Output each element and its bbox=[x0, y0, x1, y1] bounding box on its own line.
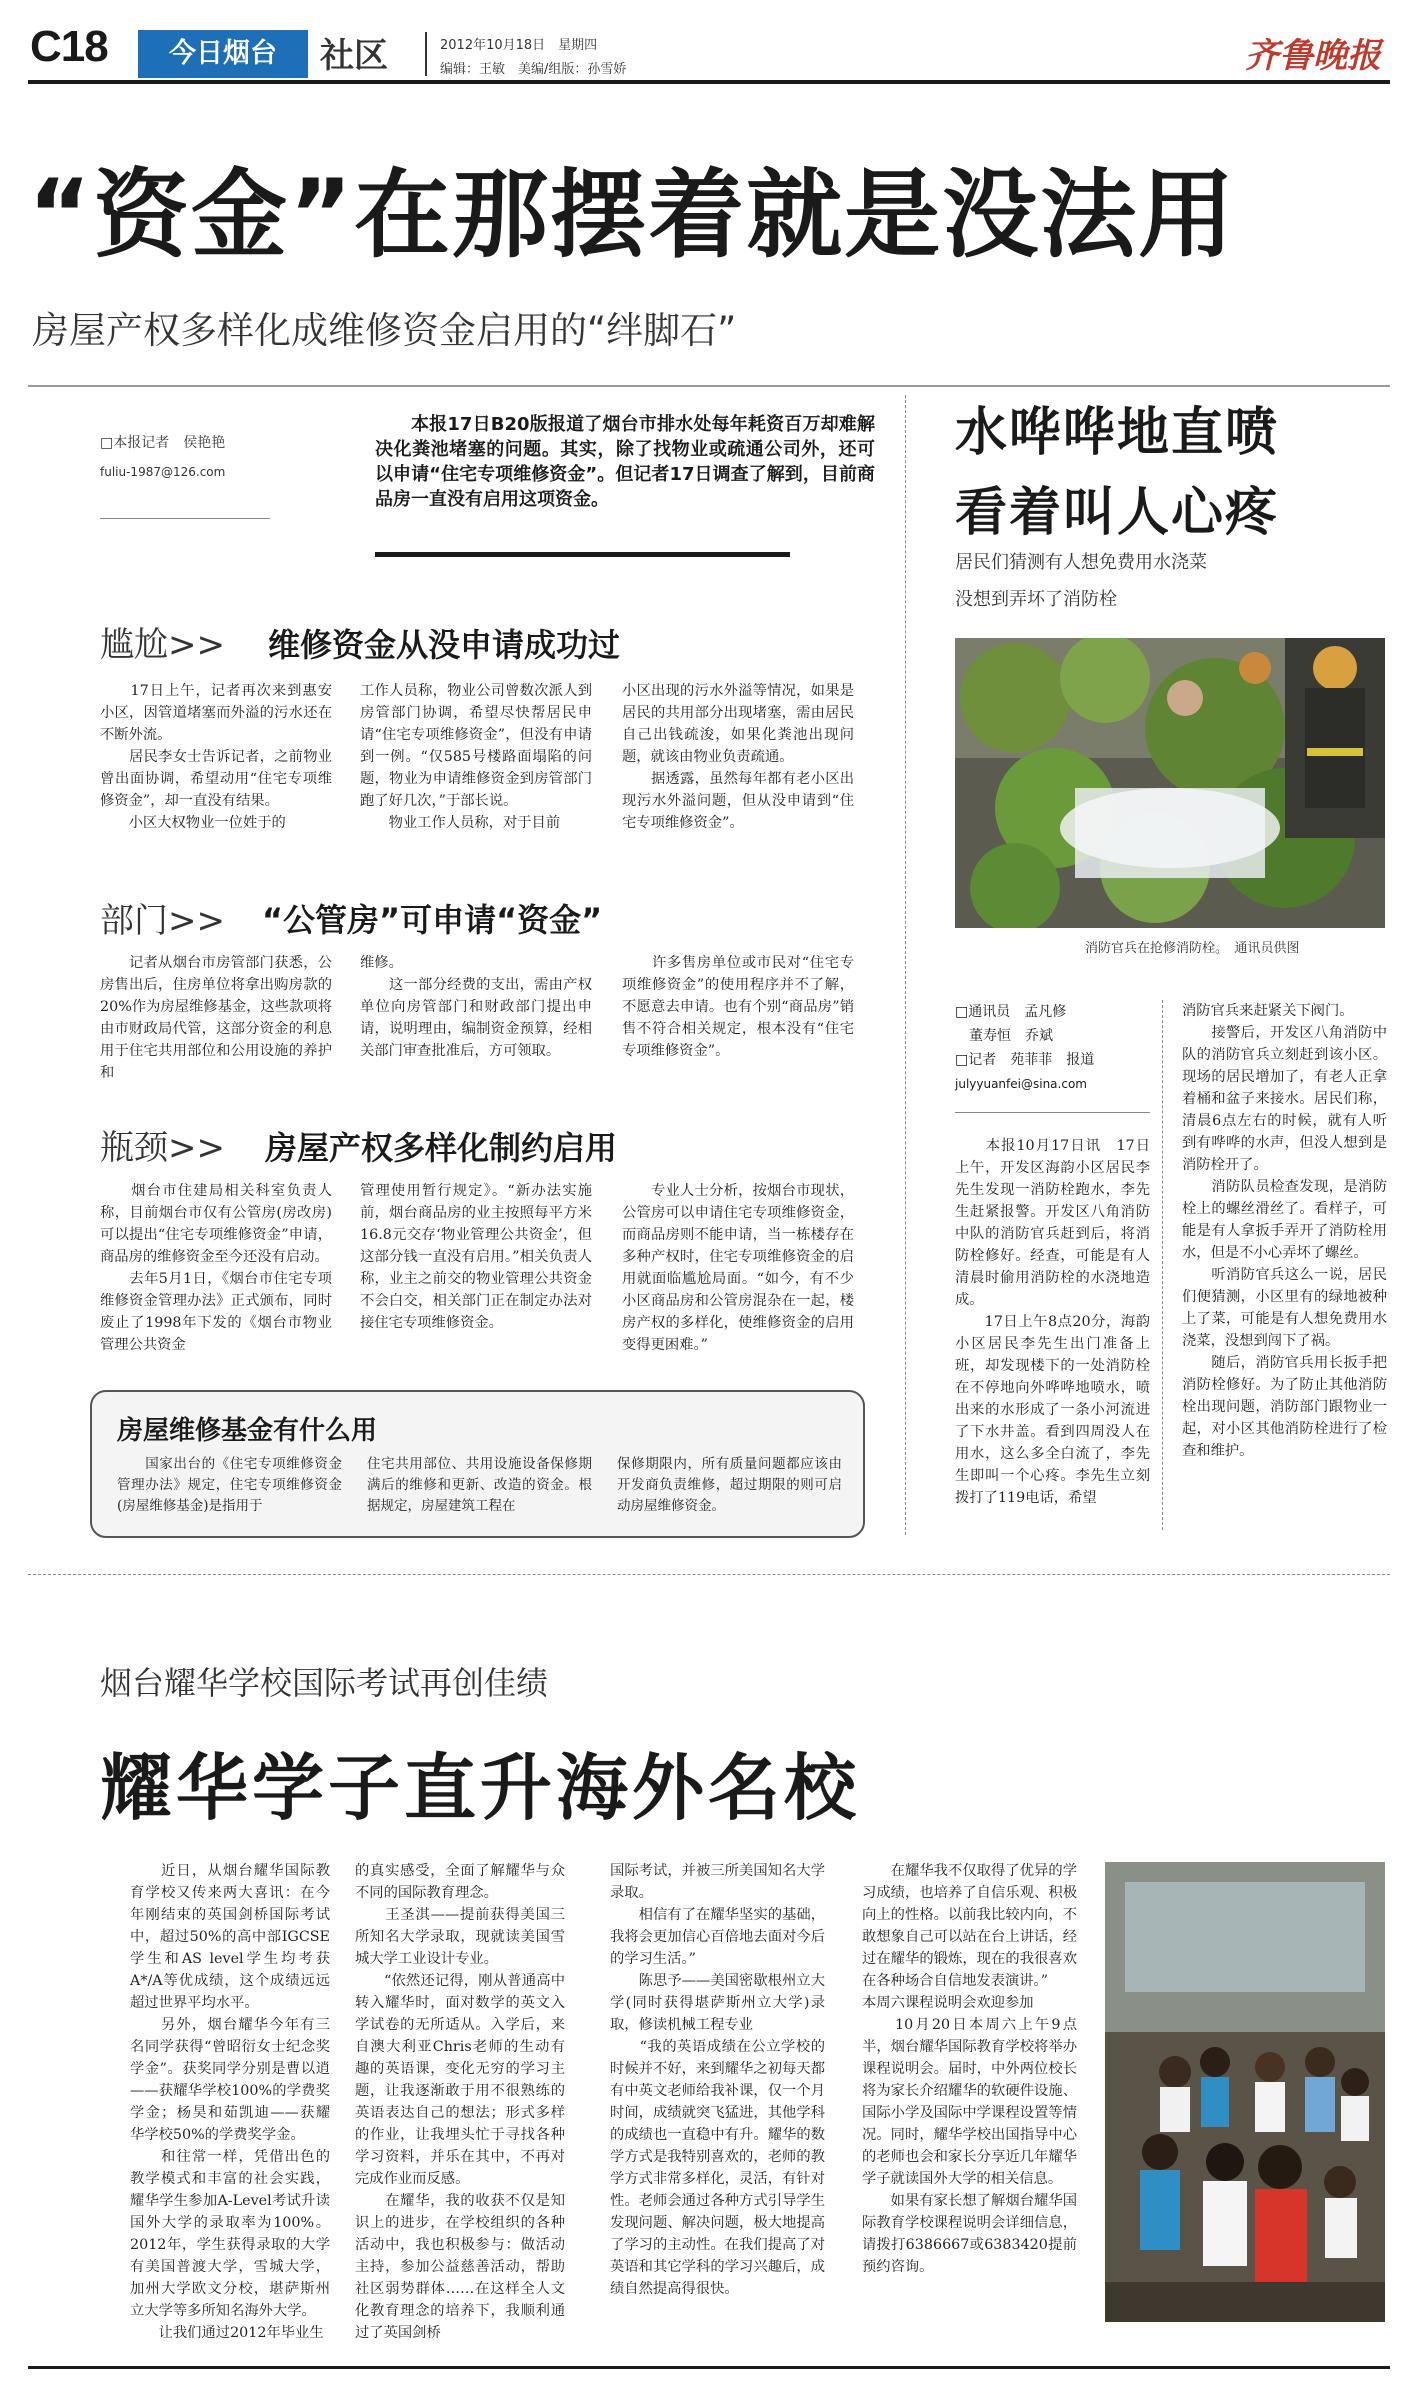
main-subheadline: 房屋产权多样化成维修资金启用的“绊脚石” bbox=[32, 309, 737, 352]
school-deck: 烟台耀华学校国际考试再创佳绩 bbox=[100, 1664, 549, 1702]
section-1-col-3: 小区出现的污水外溢等情况，如果是居民的共用部分出现堵塞，需由居民自己出钱疏浚，如果化粪池出现问题，就该由物业负责疏通。 据透露，虽然每年都有老小区出现污水外溢问题，但从没申请到“住宅专项维修资金”。 bbox=[622, 683, 854, 831]
school-col-1: 近日，从烟台耀华国际教育学校又传来两大喜讯：在今年刚结束的英国剑桥国际考试中，超过50%的高中部IGCSE学生和AS level学生均考获A*/A等优成绩，这个成绩远远超过世界平均水平。 另外，烟台耀华今年有三名同学获得“曾昭衍女士纪念奖学金”。获奖同学分别是曹以逍——获耀华学校100%的学费奖学金；杨昊和茹凯迪——获耀华学校50%的学费奖学金。 和往常一样，凭借出色的教学模式和丰富的社会实践，耀华学生参加A-Level考试升读国外大学的录取率为100%。2012年，学生获得录取的大学有美国普渡大学，雪城大学，加州大学欧文分校，堪萨斯州立大学等多所知名海外大学。 让我们通过2012年毕业生 bbox=[130, 1863, 330, 2341]
lead-paragraph bbox=[375, 412, 875, 512]
side-byline-line-3: □记者 苑菲菲 报道 bbox=[955, 1052, 1095, 1068]
date-line: 2012年10月18日 星期四 bbox=[440, 38, 598, 53]
side-deck-line-1: 居民们猜测有人想免费用水浇菜 bbox=[955, 552, 1207, 573]
school-section-rule bbox=[28, 1574, 1390, 1575]
editor-line: 编辑：王敏 美编/组版：孙雪娇 bbox=[440, 62, 627, 77]
side-deck-line-2: 没想到弄坏了消防栓 bbox=[955, 589, 1117, 610]
section-2-title: “公管房”可申请“资金” bbox=[262, 901, 603, 939]
side-byline-line-2: 董寿恒 乔斌 bbox=[955, 1028, 1053, 1044]
main-byline: □本报记者 侯艳艳 bbox=[100, 435, 226, 451]
section-2-col-1: 记者从烟台市房管部门获悉，公房售出后，住房单位将拿出购房款的20%作为房屋维修基金，这些款项将由市财政局代管，这部分资金的利息用于住宅共用部位和公用设施的养护和 bbox=[100, 955, 332, 1081]
section-2-kicker: 部门>> bbox=[100, 901, 225, 941]
info-box-col-3: 保修期限内，所有质量问题都应该由开发商负责维修，超过期限的则可启动房屋维修资金。 bbox=[617, 1456, 842, 1514]
section-1-kicker: 尴尬>> bbox=[100, 625, 225, 665]
header-rule bbox=[28, 80, 1390, 84]
info-box-col-1: 国家出台的《住宅专项维修资金管理办法》规定，住宅专项维修资金(房屋维修基金)是指用于 bbox=[117, 1456, 342, 1514]
section-3-col-1: 烟台市住建局相关科室负责人称，目前烟台市仅有公管房(房改房)可以提出“住宅专项维修资金”申请，商品房的维修资金至今还没有启动。 去年5月1日，《烟台市住宅专项维修资金管理办法》正式颁布，同时废止了1998年下发的《烟台市物业管理公共资金 bbox=[100, 1183, 332, 1353]
side-headline-line-1: 水哗哗地直喷 bbox=[955, 403, 1280, 463]
info-box bbox=[90, 1390, 865, 1538]
page-number: C18 bbox=[30, 22, 108, 71]
side-headline-line-2: 看着叫人心疼 bbox=[955, 483, 1280, 543]
main-headline: “资金”在那摆着就是没法用 bbox=[28, 159, 1237, 271]
section-1-col-1: 17日上午，记者再次来到惠安小区，因管道堵塞而外溢的污水还在不断外流。 居民李女士告诉记者，之前物业曾出面协调，希望动用“住宅专项维修资金”，却一直没有结果。 小区大权物业一位姓于的 bbox=[100, 683, 332, 831]
footer-rule bbox=[28, 2366, 1390, 2369]
students-photo bbox=[1105, 1862, 1385, 2322]
side-byline-rule bbox=[955, 1112, 1150, 1113]
side-col-a: 消防官兵来赶紧关下阀门。 接警后，开发区八角消防中队的消防官兵立刻赶到该小区。现场的居民增加了，有老人正拿着桶和盆子来接水。居民们称，清晨6点左右的时候，就有人听到有哗哗的水声，但没人想到是消防栓开了。 消防队员检查发现，是消防栓上的螺丝滑丝了。看样子，可能是有人拿扳手弄开了消防栓用水，但是不小心弄坏了螺丝。 听消防官兵这么一说，居民们便猜测，小区里有的绿地被种上了菜，可能是有人想免费用水浇菜，没想到闯下了祸。 随后，消防官兵用长扳手把消防栓修好。为了防止其他消防栓出现问题，消防部门跟物业一起，对小区其他消防栓进行了检查和维护。 bbox=[1182, 1003, 1387, 1459]
side-col-b: 本报10月17日讯 17日上午，开发区海韵小区居民李先生发现一消防栓跑水，李先生赶紧报警。开发区八角消防中队的消防官兵赶到后，将消防栓修好。经查，可能是有人清晨时偷用消防栓的水浇地造成。 17日上午8点20分，海韵小区居民李先生出门准备上班，却发现楼下的一处消防栓在不停地向外哗哗地喷水，喷出来的水形成了一条小河流进了下水井盖。看到四周没人在用水，这么多全白流了，李先生即叫一个心疼。李先生立刻拨打了119电话，希望 bbox=[955, 1138, 1150, 1506]
byline-rule bbox=[100, 518, 270, 519]
firefighter-photo bbox=[955, 638, 1385, 928]
main-email: fuliu-1987@126.com bbox=[100, 465, 226, 479]
school-col-3: 国际考试，并被三所美国知名大学录取。 相信有了在耀华坚实的基础，我将会更加信心百倍地去面对今后的学习生活。” 陈思予——美国密歇根州立大学(同时获得堪萨斯州立大学)录取，修读机械工程专业 “我的英语成绩在公立学校的时候并不好，来到耀华之初每天都有中英文老师给我补课，仅一个月时间，成绩就突飞猛进，其他学科的成绩也一直稳中有升。耀华的数学方式是我特别喜欢的，老师的教学方式非常多样化，灵活，有针对性。老师会通过各种方式引导学生发现问题、解决问题，极大地提高了学习的主动性。在我们提高了对英语和其它学科的学习兴趣后，成绩自然提高得很快。 bbox=[610, 1863, 825, 2297]
school-col-4: 在耀华我不仅取得了优异的学习成绩，也培养了自信乐观、积极向上的性格。以前我比较内向，不敢想象自己可以站在台上讲话，经过在耀华的锻炼，现在的我很喜欢在各种场合自信地发表演讲。” 本周六课程说明会欢迎参加 10月20日本周六上午9点半，烟台耀华国际教育学校将举办课程说明会。届时，中外两位校长将为家长介绍耀华的软硬件设施、国际小学及国际中学课程设置等情况。同时，耀华学校出国指导中心的老师也会和家长分享近几年耀华学子就读国外大学的相关信息。 如果有家长想了解烟台耀华国际教育学校课程说明会详细信息，请拨打6386667或6383420提前预约咨询。 bbox=[862, 1863, 1077, 2275]
side-divider bbox=[905, 395, 906, 1535]
info-box-col-2: 住宅共用部位、共用设施设备保修期满后的维修和更新、改造的资金。根据规定，房屋建筑工程在 bbox=[367, 1456, 592, 1514]
school-col-2: 的真实感受，全面了解耀华与众不同的国际教育理念。 王圣淇——提前获得美国三所知名大学录取，现就读美国雪城大学工业设计专业。 “依然还记得，刚从普通高中转入耀华时，面对数学的英文入学试卷的无所适从。入学后，来自澳大利亚Chris老师的生动有趣的英语课，变化无穷的学习主题，让我逐渐敢于用不很熟练的英语表达自己的想法；形式多样的作业，让我埋头忙于寻找各种学习资料，并乐在其中，不再对完成作业而反感。 在耀华，我的收获不仅是知识上的进步，在学校组织的各种活动中，我也积极参与：做活动主持，参加公益慈善活动，帮助社区弱势群体……在这样全人文化教育理念的培养下，我顺利通过了英国剑桥 bbox=[355, 1863, 565, 2341]
section-3-col-3: 专业人士分析，按烟台市现状，公管房可以申请住宅专项维修资金，而商品房则不能申请，当一栋楼存在多种产权时，住宅专项维修资金的启用就面临尴尬局面。“如今，有不少小区商品房和公管房混杂在一起，楼房产权的多样化，使维修资金的启用变得更困难。” bbox=[622, 1183, 854, 1353]
paper-name: 齐鲁晚报 bbox=[1245, 36, 1381, 76]
page-header bbox=[0, 0, 1417, 80]
section-3-kicker: 瓶颈>> bbox=[100, 1128, 225, 1168]
section-2-col-3: 许多售房单位或市民对“住宅专项维修资金”的使用程序并不了解，不愿意去申请。也有个别“商品房”销售不符合相关规定，根本没有“住宅专项维修资金”。 bbox=[622, 955, 854, 1059]
side-col-divider bbox=[1162, 1000, 1163, 1530]
section-1-col-2: 工作人员称，物业公司曾数次派人到房管部门协调，希望尽快帮居民申请“住宅专项维修资金”，但没有申请到一例。“仅585号楼路面塌陷的问题，物业为申请维修资金到房管部门跑了好几次，”于部长说。 物业工作人员称，对于目前 bbox=[360, 683, 592, 831]
side-byline bbox=[955, 1000, 1125, 1096]
header-divider bbox=[425, 32, 427, 76]
side-email: julyyuanfei@sina.com bbox=[955, 1077, 1087, 1091]
section-name: 社区 bbox=[320, 36, 388, 76]
firefighter-photo-illustration bbox=[955, 638, 1385, 928]
school-headline: 耀华学子直升海外名校 bbox=[100, 1746, 861, 1830]
lead-rule bbox=[375, 552, 790, 557]
subheadline-rule bbox=[28, 385, 1390, 387]
info-box-title: 房屋维修基金有什么用 bbox=[117, 1416, 378, 1446]
section-tag: 今日烟台 bbox=[138, 30, 308, 78]
section-3-title: 房屋产权多样化制约启用 bbox=[265, 1129, 618, 1167]
students-photo-illustration bbox=[1105, 1862, 1385, 2322]
section-2-col-2: 维修。 这一部分经费的支出，需由产权单位向房管部门和财政部门提出申请，说明理由，编制资金预算，经相关部门审查批准后，方可领取。 bbox=[360, 955, 592, 1059]
section-1-title: 维修资金从没申请成功过 bbox=[268, 626, 621, 664]
photo-caption: 消防官兵在抢修消防栓。 通讯员供图 bbox=[1085, 941, 1300, 956]
side-byline-line-1: □通讯员 孟凡修 bbox=[955, 1004, 1067, 1020]
lead-text: 本报17日B20版报道了烟台市排水处每年耗资百万却难解决化粪池堵塞的问题。其实，除了找物业或疏通公司外，还可以申请“住宅专项维修资金”。但记者17日调查了解到，目前商品房一直没有启用这项资金。 bbox=[375, 414, 875, 510]
section-3-col-2: 管理使用暂行规定》。“新办法实施前，烟台商品房的业主按照每平方米16.8元交存‘物业管理公共资金’，但这部分钱一直没有启用。”相关负责人称，业主之前交的物业管理公共资金不会白交，相关部门正在制定办法对接住宅专项维修资金。 bbox=[360, 1183, 592, 1331]
